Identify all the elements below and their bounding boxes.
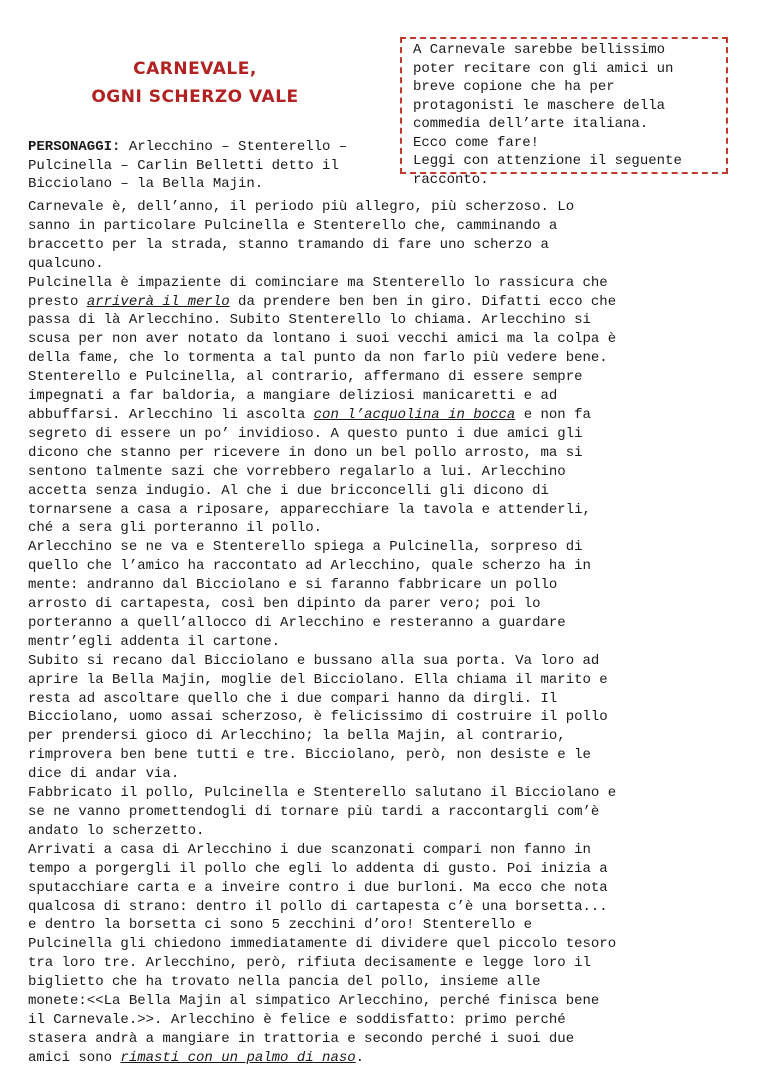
story-paragraph-2: Pulcinella è impaziente di cominciare ma Stenterello lo rassicura che presto arriverà il merlo da prendere ben ben in giro. Difatti ecco che passa di là Arlecchino. Subito Stenterello lo chiama. Arlecchino si scusa per non aver notato da lontano i suoi vecchi amici ma la colpa è della fame, che lo tormenta a tal punto da non farlo più vedere bene. Stenterello e Pulcinella, al contrario, affermano di essere sempre impegnati a far baldoria, a mangiare deliziosi manicaretti e ad abbuffarsi. Arlecchino li ascolta con l’acquolina in bocca e non fa segreto di essere un po’ invidioso. A questo punto i due amici gli dicono che stanno per ricevere in dono un bel pollo arrosto, ma si sentono talmente sazi che vorrebbero regalarlo a lui. Arlecchino accetta senza indugio. Al che i due bricconcelli gli dicono di tornarsene a casa a riposare, apparecchiare la tavola e attenderli, ché a sera gli porteranno il pollo.	[28, 274, 617, 537]
title-line-1: CARNEVALE,	[133, 59, 257, 79]
title-line-2: OGNI SCHERZO VALE	[91, 87, 299, 107]
intro-line: A Carnevale sarebbe bellissimo	[413, 42, 666, 58]
intro-line: Leggi con attenzione il seguente	[413, 153, 682, 169]
story-paragraph-6: Arrivati a casa di Arlecchino i due scanzonati compari non fanno in tempo a porgergli il pollo che egli lo addenta di gusto. Poi inizia a sputacchiare carta e a inveire contro i due burloni. Ma ecco che nota qualcosa di strano: dentro il pollo di cartapesta c’è una borsetta... e dentro la borsetta ci sono 5 zecchini d’oro! Stenterello e Pulcinella gli chiedono immediatamente di dividere quel piccolo tesoro tra loro tre. Arlecchino, però, rifiuta decisamente e legge loro il biglietto che ha trovato nella pancia del pollo, insieme alle monete:<<La Bella Majin al simpatico Arlecchino, perché finisca bene il Carnevale.>>. Arlecchino è felice e soddisfatto: primo perché stasera andrà a mangiare in trattoria e secondo perché i suoi due amici sono rimasti con un palmo di naso.	[28, 841, 617, 1066]
idiom-arrivera-il-merlo: arriverà il merlo	[86, 293, 230, 310]
intro-line: racconto.	[413, 171, 489, 188]
story-paragraph-1: Carnevale è, dell’anno, il periodo più allegro, più scherzoso. Lo sanno in particolare Pulcinella e Stenterello che, camminando a braccetto per la strada, stanno tramando di fare uno scherzo a qualcuno.	[28, 199, 575, 272]
intro-line: commedia dell’arte italiana.	[413, 116, 649, 132]
intro-line: Ecco come fare!	[413, 134, 540, 151]
story-paragraph-5: Fabbricato il pollo, Pulcinella e Stenterello salutano il Bicciolano e se ne vanno promettendogli di tornare più tardi a raccontargli com’è andato lo scherzetto.	[28, 785, 617, 839]
characters-list	[28, 138, 390, 194]
characters-label: PERSONAGGI:	[28, 139, 121, 155]
story-paragraph-4: Subito si recano dal Bicciolano e bussano alla sua porta. Va loro ad aprire la Bella Majin, moglie del Bicciolano. Ella chiama il marito e resta ad ascoltare quello che i due compari hanno da dirgli. Il Bicciolano, uomo assai scherzoso, è felicissimo di costruire il pollo per prendersi gioco di Arlecchino; la bella Majin, al contrario, rimprovera ben bene tutti e tre. Bicciolano, però, non desiste e le dice di andar via.	[28, 652, 608, 783]
intro-line: poter recitare con gli amici un	[413, 60, 674, 77]
idiom-palmo-di-naso: rimasti con un palmo di naso	[120, 1049, 356, 1066]
page-title	[70, 55, 320, 111]
intro-line: protagonisti le maschere della	[413, 97, 666, 114]
story-paragraph-3: Arlecchino se ne va e Stenterello spiega a Pulcinella, sorpreso di quello che l’amico ha raccontato ad Arlecchino, quale scherzo ha in mente: andranno dal Bicciolano e si faranno fabbricare un pollo arrosto di cartapesta, così ben dipinto da parer vero; poi lo porteranno a quell’allocco di Arlecchino e resteranno a guardare mentr’egli addenta il cartone.	[28, 539, 591, 650]
intro-line: breve copione che ha per	[413, 79, 615, 95]
intro-box	[400, 37, 728, 188]
idiom-acquolina-in-bocca: con l’acquolina in bocca	[313, 406, 516, 423]
story-text	[28, 198, 740, 1068]
characters-names: Arlecchino – Stenterello – Pulcinella – Carlin Belletti detto il Bicciolano – la Bella Majin.	[28, 139, 348, 192]
